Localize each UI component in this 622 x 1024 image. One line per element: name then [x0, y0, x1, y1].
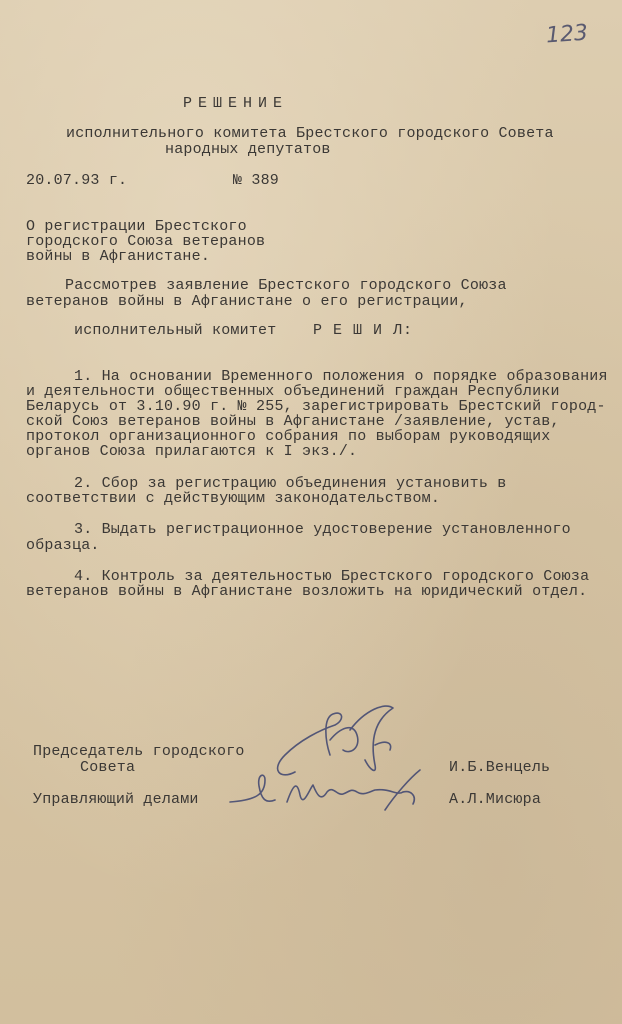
subject-line: О регистрации Брестского: [26, 218, 247, 235]
item-1-line: и деятельности общественных объединений граждан Республики: [26, 383, 560, 400]
archive-number: 123: [545, 20, 589, 49]
item-3-line: образца.: [26, 537, 100, 554]
handwritten-signatures: [225, 700, 435, 820]
subject-line: городского Союза ветеранов: [26, 233, 266, 250]
chairman-title: Совета: [80, 759, 136, 776]
decision-number: № 389: [233, 172, 280, 189]
item-4-line: 4. Контроль за деятельностью Брестского городского Союза: [74, 568, 590, 585]
manager-title: Управляющий делами: [33, 791, 199, 808]
item-4-line: ветеранов войны в Афганистане возложить на юридический отдел.: [26, 583, 588, 600]
chairman-name: И.Б.Венцель: [449, 759, 551, 776]
resolve-subject: исполнительный комитет: [74, 322, 277, 339]
chairman-title: Председатель городского: [33, 743, 245, 760]
preamble-line: ветеранов войны в Афганистане о его регистрации,: [26, 293, 468, 310]
preamble-line: Рассмотрев заявление Брестского городского Союза: [65, 277, 507, 294]
subject-line: войны в Афганистане.: [26, 248, 211, 265]
item-3-line: 3. Выдать регистрационное удостоверение установленного: [74, 521, 571, 538]
item-1-line: Беларусь от 3.10.90 г. № 255, зарегистрировать Брестский город-: [26, 398, 606, 415]
decision-date: 20.07.93 г.: [26, 172, 128, 189]
issuer-line-2: народных депутатов: [165, 141, 331, 158]
item-2-line: соответствии с действующим законодательством.: [26, 490, 441, 507]
item-1-line: 1. На основании Временного положения о порядке образования: [74, 368, 608, 385]
issuer-line-1: исполнительного комитета Брестского городского Совета: [66, 125, 554, 142]
manager-name: А.Л.Мисюра: [449, 791, 542, 808]
document-title: РЕШЕНИЕ: [183, 95, 289, 112]
item-1-line: ской Союз ветеранов войны в Афганистане /заявление, устав,: [26, 413, 560, 430]
resolve-verb: Р Е Ш И Л:: [313, 322, 414, 339]
item-1-line: протокол организационного собрания по выборам руководящих: [26, 428, 551, 445]
item-1-line: органов Союза прилагаются к I экз./.: [26, 443, 358, 460]
item-2-line: 2. Сбор за регистрацию объединения установить в: [74, 475, 507, 492]
